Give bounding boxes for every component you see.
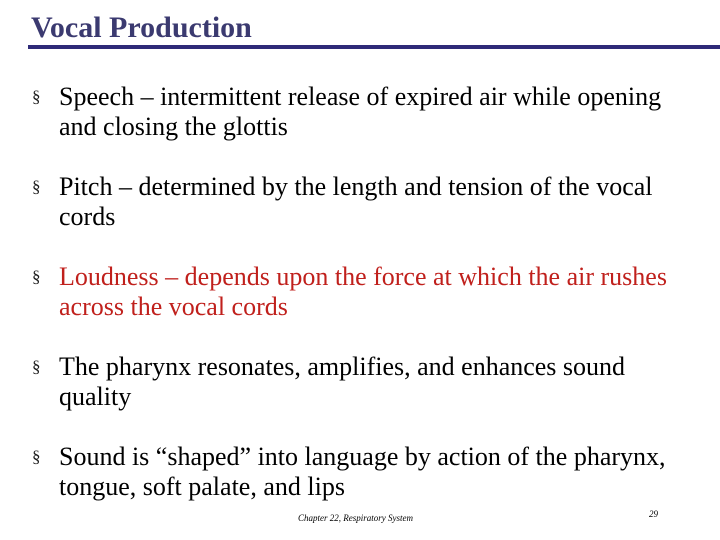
- bullet-marker-icon: §: [32, 267, 41, 286]
- bullet-text: Loudness – depends upon the force at which the air rushes across the vocal cords: [59, 262, 667, 321]
- bullet-item-speech: [30, 82, 690, 142]
- page-number: 29: [649, 509, 658, 519]
- bullet-item-sound: [30, 442, 690, 502]
- bullet-text: Speech – intermittent release of expired air while opening and closing the glottis: [59, 82, 662, 141]
- bullet-text: Sound is “shaped” into language by action of the pharynx, tongue, soft palate, and lips: [59, 442, 666, 501]
- bullet-item-pitch: [30, 172, 690, 232]
- bullet-text: Pitch – determined by the length and tension of the vocal cords: [59, 172, 653, 231]
- title-underline: [28, 45, 720, 49]
- bullet-marker-icon: §: [32, 177, 41, 196]
- bullet-list: [30, 82, 690, 532]
- slide-title: Vocal Production: [31, 11, 252, 44]
- bullet-item-loudness: [30, 262, 690, 322]
- bullet-marker-icon: §: [32, 357, 41, 376]
- bullet-marker-icon: §: [32, 447, 41, 466]
- slide-footer: Chapter 22, Respiratory System: [298, 513, 413, 523]
- bullet-text: The pharynx resonates, amplifies, and enhances sound quality: [59, 352, 626, 411]
- bullet-item-pharynx: [30, 352, 690, 412]
- bullet-marker-icon: §: [32, 87, 41, 106]
